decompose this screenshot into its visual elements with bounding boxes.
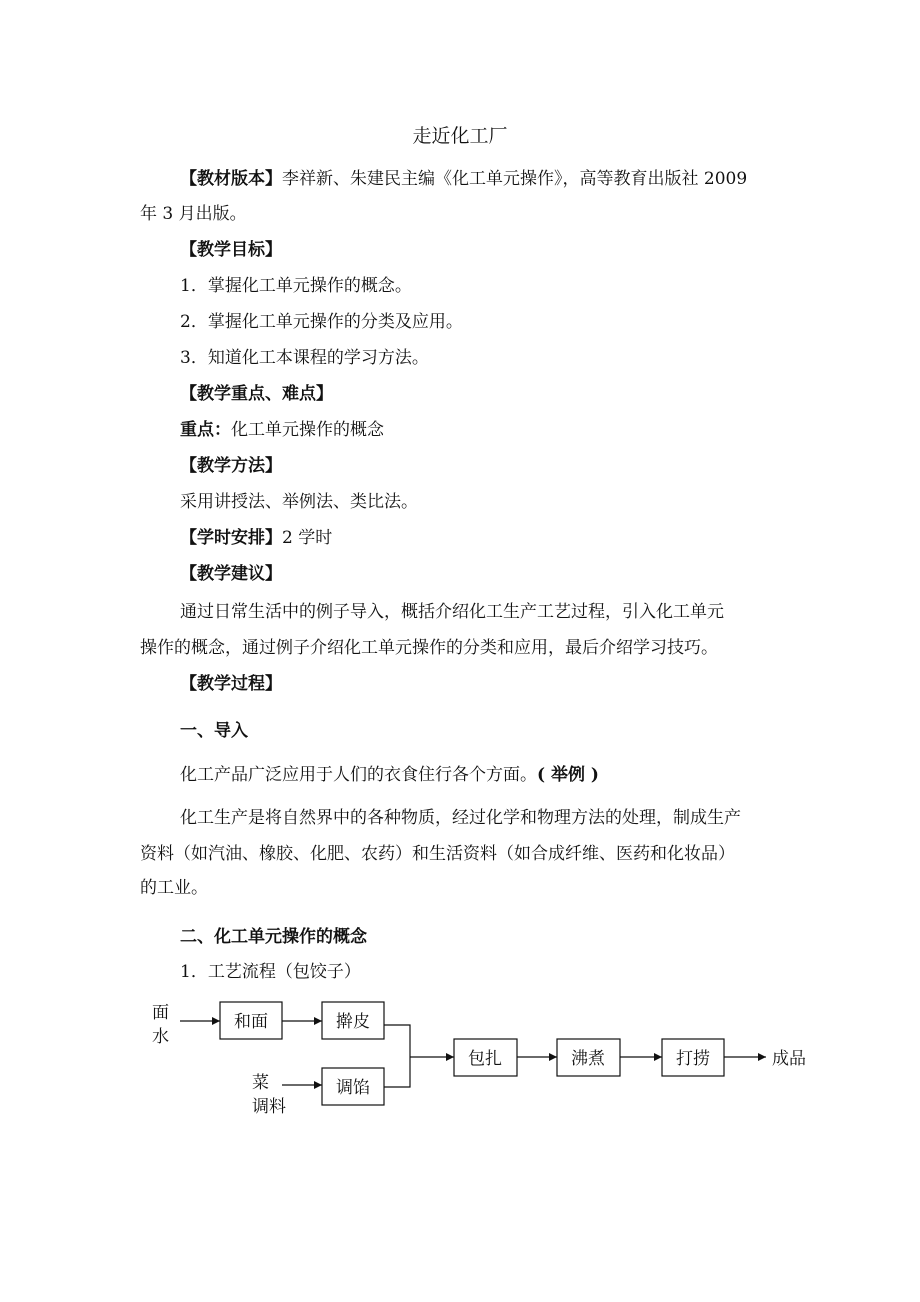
hours-label: 【学时安排】 [180,528,282,548]
hours-text: 2 学时 [282,528,333,548]
section-1-paragraph-2-line-1: 化工生产是将自然界中的各种物质，经过化学和物理方法的处理，制成生产 [180,808,741,828]
section-2-item-1: 1．工艺流程（包饺子） [180,962,361,982]
paragraph-text: 化工产品广泛应用于人们的衣食住行各个方面。 [180,765,537,785]
key-text: 化工单元操作的概念 [231,420,384,440]
example-tag: ( 举例 ) [537,765,599,785]
input-label-mian: 面 [152,1003,169,1023]
input-label-tiaoliao: 调料 [252,1097,286,1117]
goal-item: 1．掌握化工单元操作的概念。 [180,276,412,296]
section-1-heading: 一、导入 [180,721,248,741]
textbook-text: 李祥新、朱建民主编《化工单元操作》，高等教育出版社 2009 [282,169,748,189]
output-label: 成品 [772,1049,806,1069]
process-box-label: 打捞 [676,1049,710,1069]
textbook-label: 【教材版本】 [180,169,282,189]
key-label: 重点： [180,420,231,440]
input-label-shui: 水 [152,1027,169,1047]
document-title: 走近化工厂 [412,125,508,147]
process-box-baozha [454,1039,517,1076]
process-box-ganpi [322,1002,384,1039]
method-heading: 【教学方法】 [180,456,282,476]
goal-item: 2．掌握化工单元操作的分类及应用。 [180,312,463,332]
process-heading: 【教学过程】 [180,674,282,694]
input-label-cai: 菜 [252,1073,269,1093]
textbook-line-2: 年 3 月出版。 [140,204,247,224]
merge-bracket [384,1025,410,1087]
advice-line-1: 通过日常生活中的例子导入，概括介绍化工生产工艺过程，引入化工单元 [180,602,724,622]
advice-heading: 【教学建议】 [180,564,282,584]
section-1-paragraph-2-line-2: 资料（如汽油、橡胶、化肥、农药）和生活资料（如合成纤维、医药和化妆品） [140,844,735,864]
process-box-hemian [220,1002,282,1039]
process-box-label: 擀皮 [336,1012,370,1032]
key-heading: 【教学重点、难点】 [180,384,333,404]
process-box-feizhu [557,1039,620,1076]
goals-heading: 【教学目标】 [180,240,282,260]
goal-item: 3．知道化工本课程的学习方法。 [180,348,429,368]
method-text: 采用讲授法、举例法、类比法。 [180,492,418,512]
process-box-dalao [662,1039,724,1076]
process-box-tiaoxian [322,1068,384,1105]
process-box-label: 调馅 [336,1078,370,1098]
section-2-heading: 二、化工单元操作的概念 [180,927,367,947]
section-1-paragraph-2-line-3: 的工业。 [140,878,208,898]
process-box-label: 包扎 [468,1049,502,1069]
process-box-label: 沸煮 [571,1049,605,1069]
advice-line-2: 操作的概念，通过例子介绍化工单元操作的分类和应用，最后介绍学习技巧。 [140,638,718,658]
process-box-label: 和面 [234,1012,268,1032]
